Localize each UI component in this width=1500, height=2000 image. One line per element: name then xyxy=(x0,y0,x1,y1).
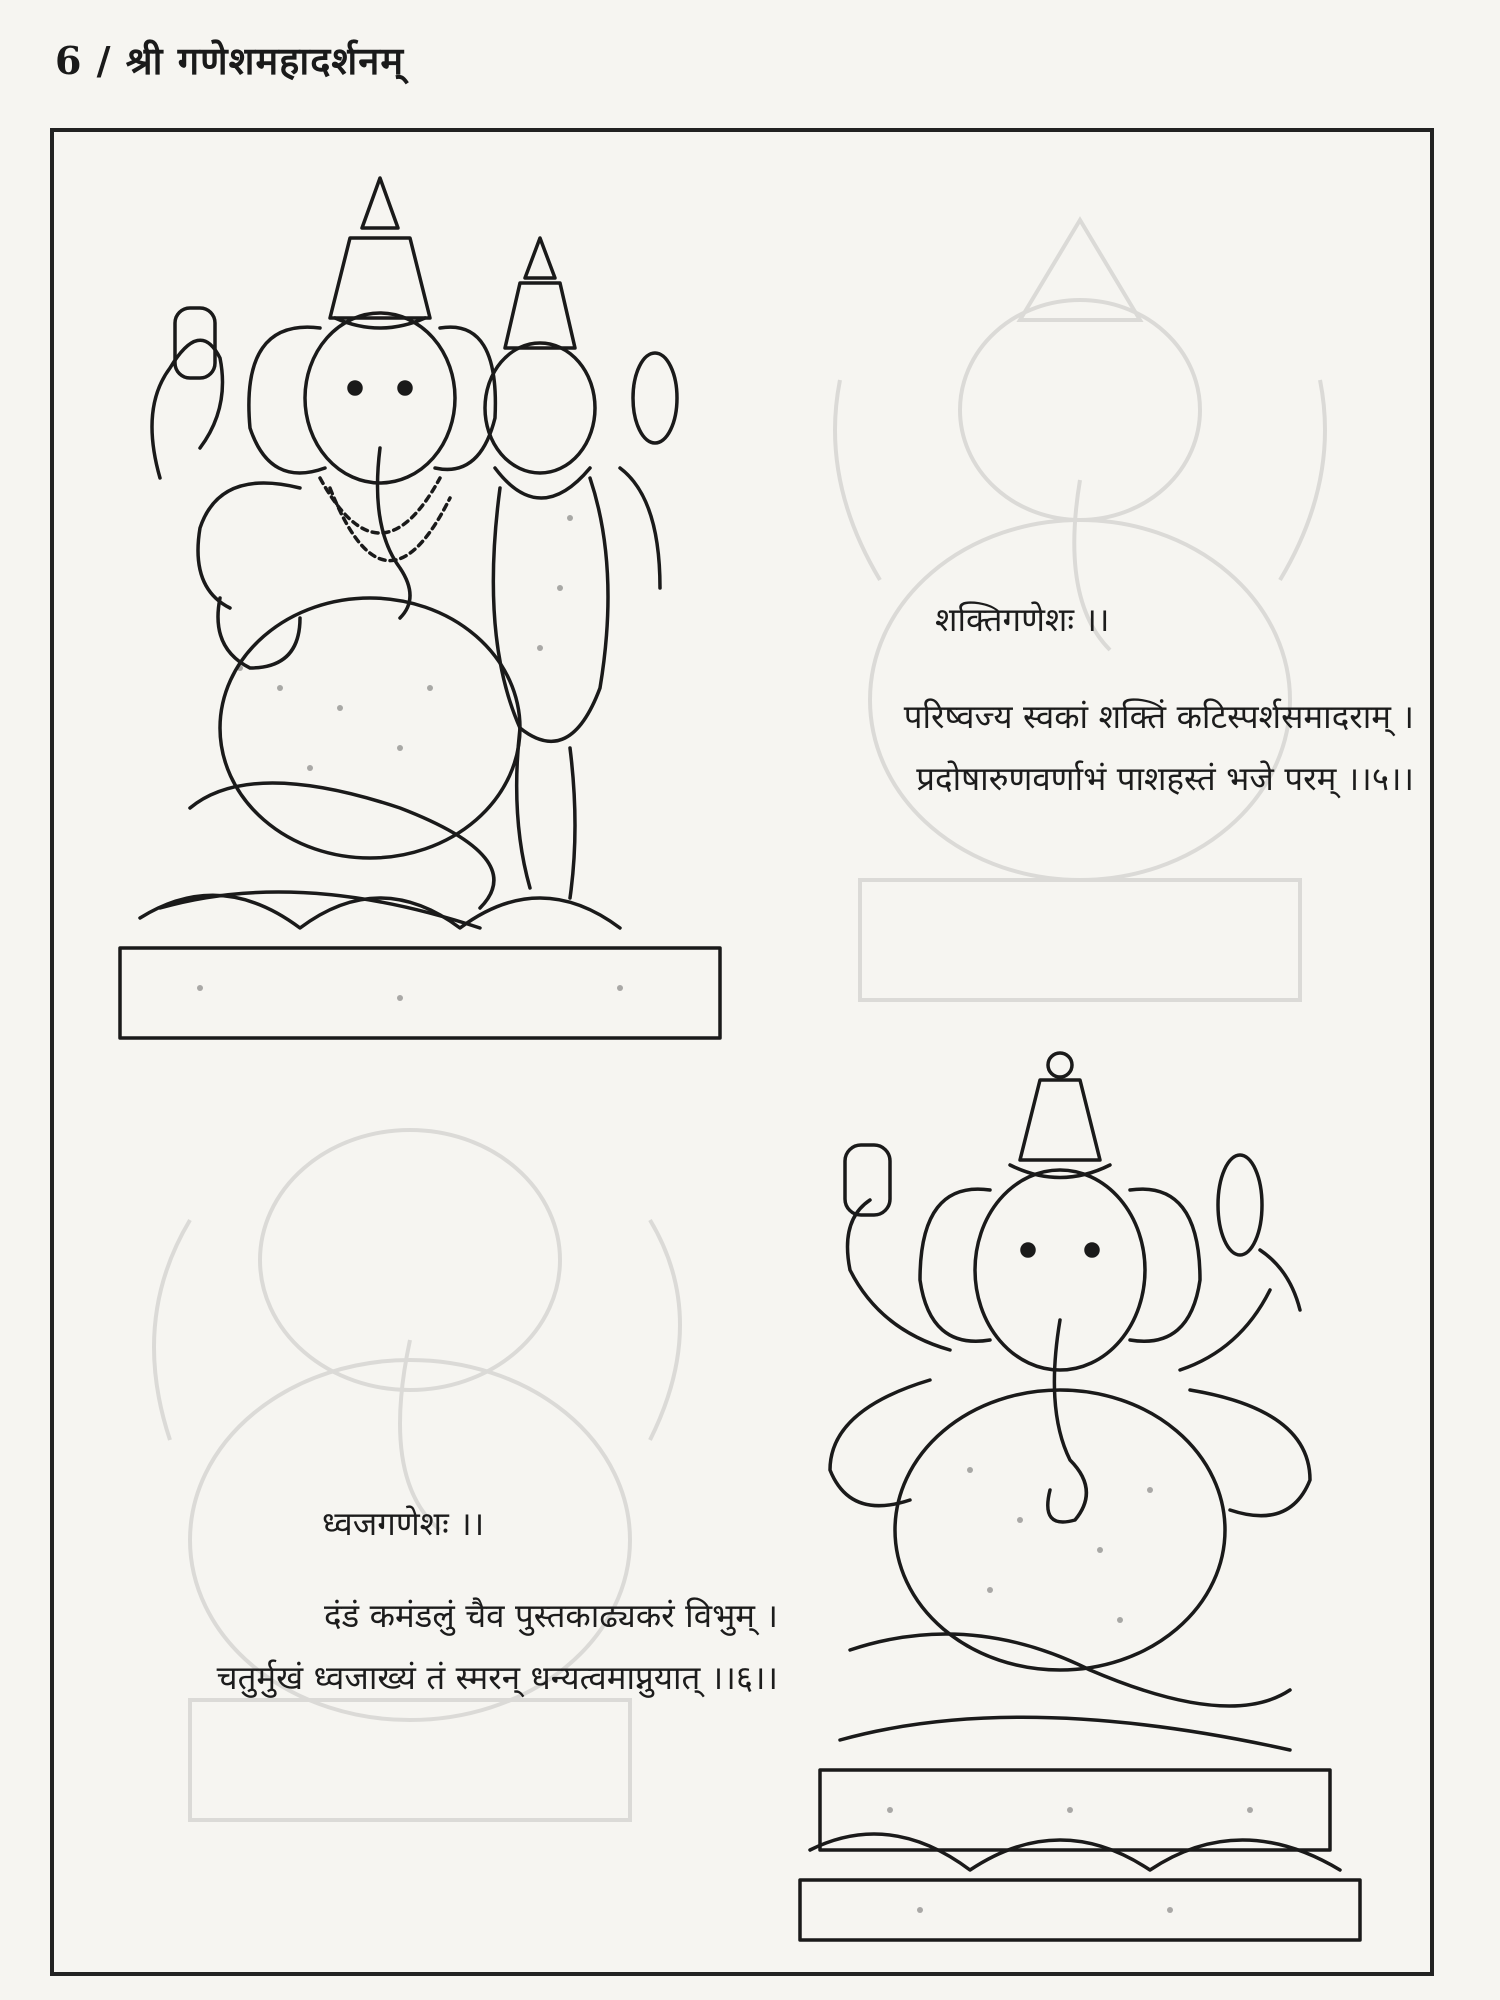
running-header: 6 / श्री गणेशमहादर्शनम् xyxy=(55,38,405,83)
dhvaja-ganesha-illustration xyxy=(770,1050,1380,1950)
shakti-ganesha-title: शक्तिगणेशः ।। xyxy=(935,600,1110,639)
dhvaja-ganesha-verse xyxy=(217,1585,778,1709)
show-through-ghost-bottom-left xyxy=(110,1060,730,1844)
verse-line: दंडं कमंडलुं चैव पुस्तकाढ्यकरं विभुम् । xyxy=(323,1596,778,1635)
dhvaja-ganesha-title: ध्वजगणेशः ।। xyxy=(322,1504,485,1543)
verse-line: परिष्वज्य स्वकां शक्तिं कटिस्पर्शसमादराम् । xyxy=(903,697,1414,736)
shakti-ganesha-illustration xyxy=(100,168,760,1048)
shakti-ganesha-verse xyxy=(904,686,1414,810)
verse-line: प्रदोषारुणवर्णाभं पाशहस्तं भजे परम् ।।५।। xyxy=(916,759,1414,798)
verse-line: चतुर्मुखं ध्वजाख्यं तं स्मरन् धन्यत्वमाप्नुयात् ।।६।। xyxy=(216,1658,778,1697)
